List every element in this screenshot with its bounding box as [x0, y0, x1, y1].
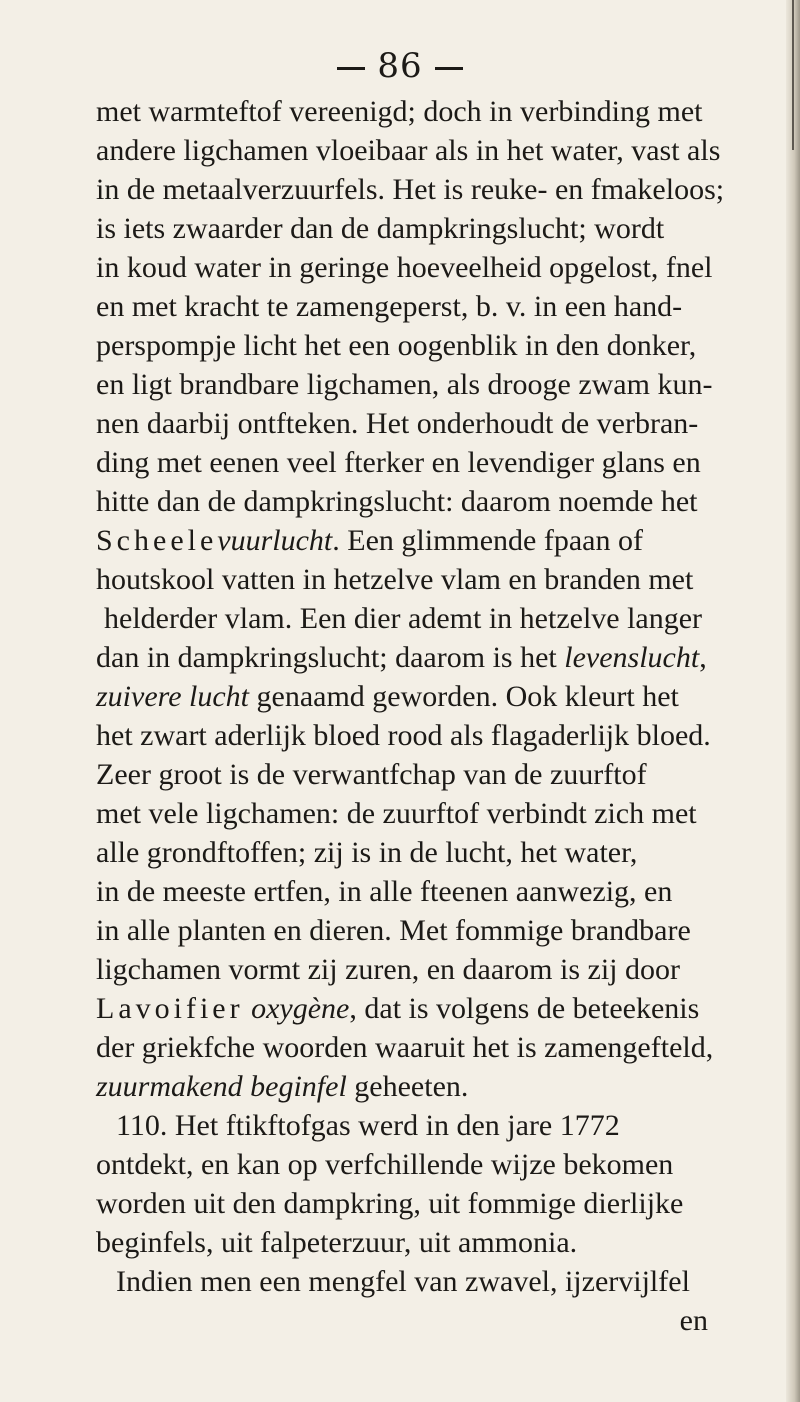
- text-span: der griekfche woorden waaruit het is zamengefteld,: [96, 1031, 714, 1064]
- text-line: [96, 1262, 708, 1301]
- text-span: genaamd geworden. Ook kleurt het: [249, 680, 679, 713]
- author-name: Scheele: [96, 524, 218, 557]
- italic-term: levenslucht: [564, 641, 700, 674]
- text-span: ligchamen vormt zij zuren, en daarom is zij door: [96, 953, 680, 986]
- italic-term: zuurmakend beginfel: [96, 1070, 347, 1103]
- text-span: in de meeste ertfen, in alle fteenen aanwezig, en: [96, 875, 673, 908]
- text-span: beginfels, uit falpeterzuur, uit ammonia.: [96, 1226, 578, 1259]
- text-line: [96, 677, 708, 716]
- text-span: helderder vlam. Een dier ademt in hetzelve langer: [104, 602, 703, 635]
- text-span: met vele ligchamen: de zuurftof verbindt zich met: [96, 797, 697, 830]
- text-line: [96, 287, 708, 326]
- page-edge: [786, 0, 800, 1402]
- text-span: ontdekt, en kan op verfchillende wijze bekomen: [96, 1148, 674, 1181]
- text-span: Indien men een mengfel van zwavel, ijzervijlfel: [116, 1265, 690, 1298]
- text-line: [96, 716, 711, 755]
- body-text: [96, 92, 725, 1340]
- catchword: en: [679, 1304, 708, 1337]
- text-line: [96, 599, 708, 638]
- text-line: [96, 443, 708, 482]
- text-span: met warmteftof vereenigd; doch in verbinding met: [96, 95, 703, 128]
- dash-left: [337, 67, 365, 70]
- text-span: perspompje licht het een oogenblik in den donker,: [96, 329, 697, 362]
- text-span: . Een glimmende fpaan of: [332, 524, 643, 557]
- text-span: worden uit den dampkring, uit fommige dierlijke: [96, 1187, 684, 1220]
- text-line: [96, 404, 708, 443]
- text-line: [96, 911, 708, 950]
- text-span: hitte dan de dampkringslucht: daarom noemde het: [96, 485, 698, 518]
- text-line: [96, 872, 708, 911]
- italic-term: vuurlucht: [217, 524, 333, 557]
- text-span: geheeten.: [346, 1070, 469, 1103]
- text-span: en ligt brandbare ligchamen, als drooge zwam kun-: [96, 368, 713, 401]
- text-span: ding met eenen veel fterker en levendiger glans en: [96, 446, 701, 479]
- text-span: en met kracht te zamengeperst, b. v. in een hand-: [96, 290, 683, 323]
- text-line: [96, 365, 713, 404]
- text-line: [96, 1223, 708, 1262]
- text-line: [96, 209, 708, 248]
- text-line: [96, 1106, 708, 1145]
- text-span: alle grondftoffen; zij is in de lucht, het water,: [96, 836, 638, 869]
- text-span: Zeer groot is de verwantfchap van de zuurftof: [96, 758, 647, 791]
- text-span: in de metaalverzuurfels. Het is reuke- en fmakeloos;: [96, 173, 725, 206]
- text-line: [96, 794, 708, 833]
- text-line: [96, 1145, 708, 1184]
- text-span: dan in dampkringslucht; daarom is het: [96, 641, 565, 674]
- text-line: [96, 638, 708, 677]
- text-line: [96, 1067, 708, 1106]
- text-span: het zwart aderlijk bloed rood als flagaderlijk bloed.: [96, 719, 711, 752]
- text-line: [96, 950, 708, 989]
- text-span: andere ligchamen vloeibaar als in het water, vast als: [96, 134, 721, 167]
- text-span: in koud water in geringe hoeveelheid opgelost, fnel: [96, 251, 713, 284]
- text-line: [96, 326, 708, 365]
- text-line: [96, 92, 708, 131]
- text-line: [96, 170, 725, 209]
- text-span: ,: [699, 641, 707, 674]
- text-line: [96, 989, 708, 1028]
- text-line: [96, 1028, 714, 1067]
- catchword-line: [96, 1301, 708, 1340]
- text-line: [96, 755, 708, 794]
- text-span: , dat is volgens de beteekenis: [349, 992, 700, 1025]
- text-span: in alle planten en dieren. Met fommige brandbare: [96, 914, 691, 947]
- text-line: [96, 131, 721, 170]
- text-span: houtskool vatten in hetzelve vlam en branden met: [96, 563, 694, 596]
- text-line: [96, 521, 708, 560]
- author-name: Lavoifier: [96, 992, 244, 1025]
- section-start: 110. Het ftikftofgas werd in den jare 1772: [116, 1109, 620, 1142]
- text-line: [96, 833, 708, 872]
- text-line: [96, 1184, 708, 1223]
- italic-term: oxygène: [243, 992, 350, 1025]
- text-span: nen daarbij ontfteken. Het onderhoudt de verbran-: [96, 407, 699, 440]
- text-line: [96, 560, 708, 599]
- dash-right: [435, 67, 463, 70]
- page-number: 86: [377, 46, 423, 86]
- text-line: [96, 248, 713, 287]
- page-header: [0, 46, 800, 86]
- text-line: [96, 482, 708, 521]
- italic-term: zuivere lucht: [96, 680, 250, 713]
- text-span: is iets zwaarder dan de dampkringslucht; wordt: [96, 212, 665, 245]
